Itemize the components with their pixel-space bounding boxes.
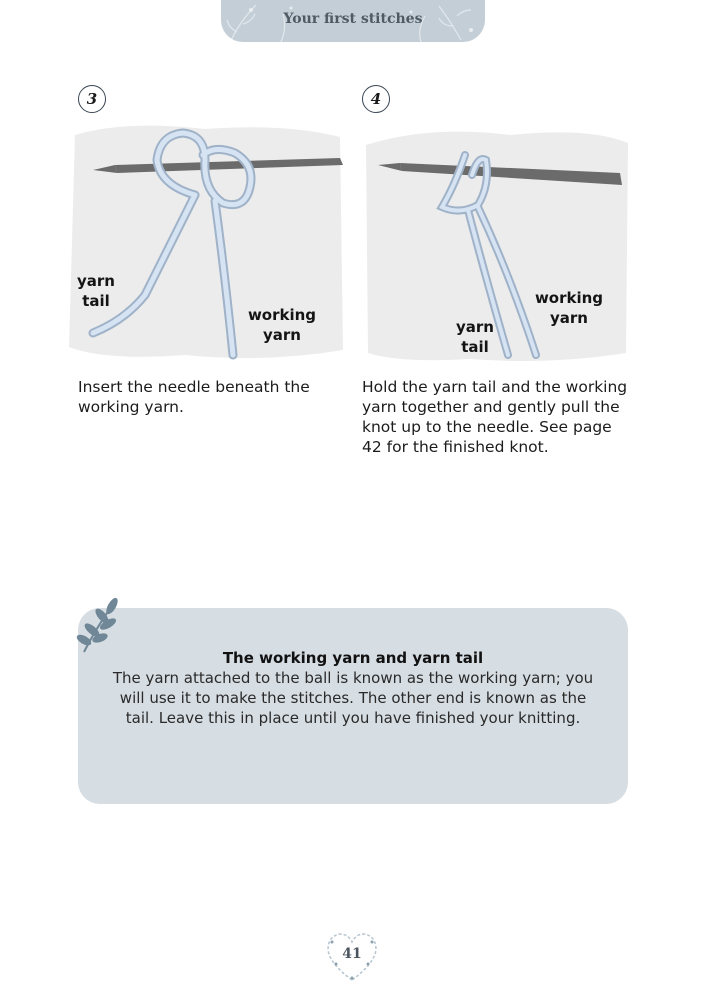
step-3-caption: Insert the needle beneath the working yarn. xyxy=(78,378,310,416)
section-title: Your first stitches xyxy=(283,11,423,27)
note-title: The working yarn and yarn tail xyxy=(222,649,484,667)
header-tab xyxy=(221,0,485,42)
info-note-box xyxy=(78,608,628,804)
yarn-tail-label: yarn tail xyxy=(456,318,494,356)
step-4-caption: Hold the yarn tail and the working yarn together and gently pull the knot up to the needle. See page 42 for the finished knot. xyxy=(362,378,628,456)
step-number-badge: 4 xyxy=(362,85,390,113)
page-number-badge xyxy=(322,928,382,984)
working-yarn-label: working yarn xyxy=(247,306,317,344)
note-body: The yarn attached to the ball is known as the working yarn; you will use it to make the stitches. The other end is known as the tail. Leave this in place until you have finished your knitting. xyxy=(112,669,594,727)
leaf-sprig-icon xyxy=(74,594,126,654)
working-yarn-label: working yarn xyxy=(534,289,604,327)
yarn-tail-label: yarn tail xyxy=(77,272,115,310)
page-number: 41 xyxy=(342,946,362,962)
step-number-badge: 3 xyxy=(78,85,106,113)
